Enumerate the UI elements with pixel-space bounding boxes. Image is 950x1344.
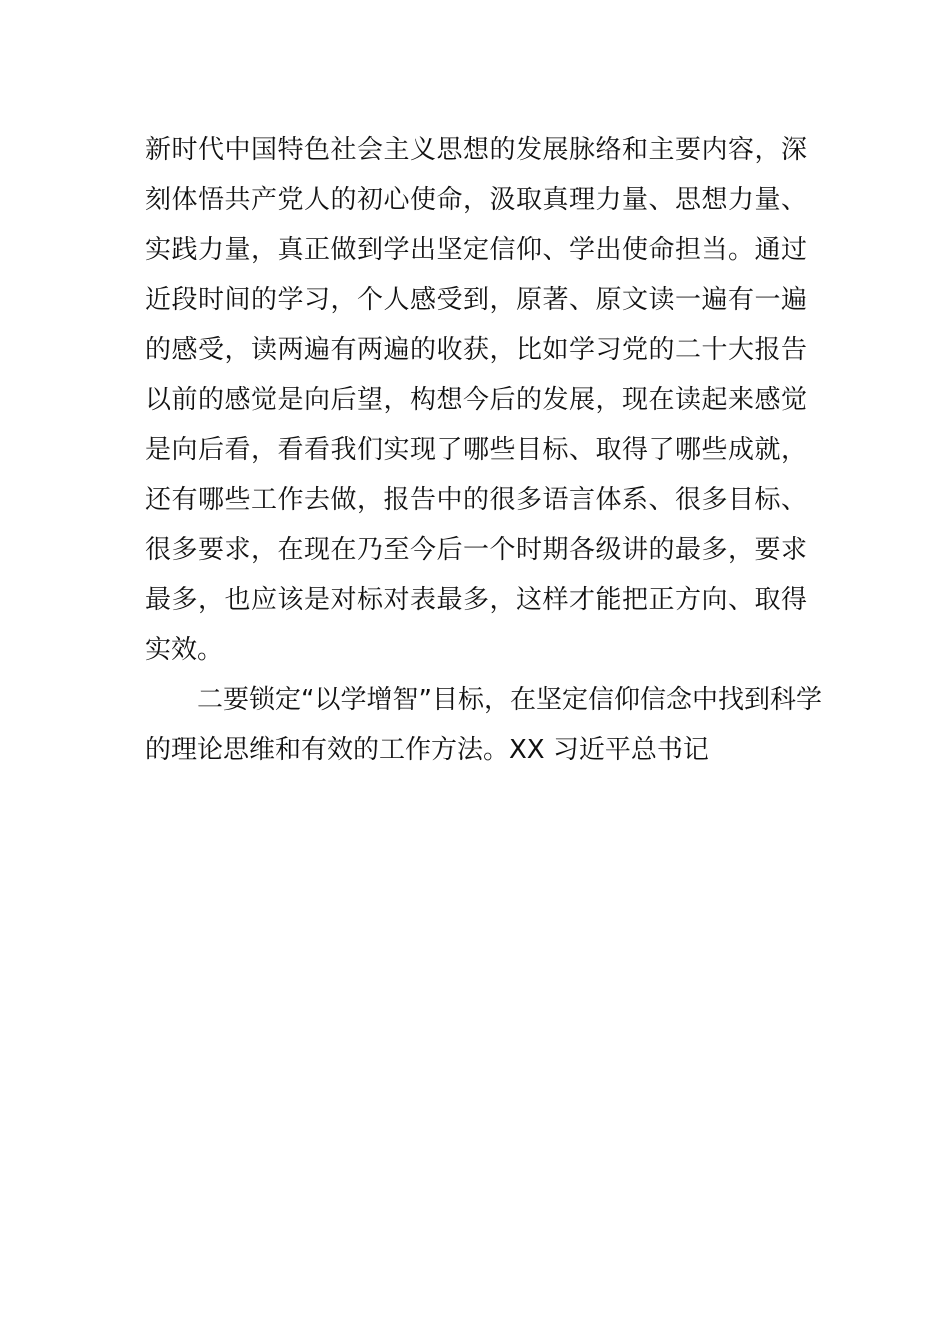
text-line: 近段时间的学习，个人感受到，原著、原文读一遍有一遍 (145, 285, 807, 315)
text-line: 还有哪些工作去做，报告中的很多语言体系、很多目标、 (145, 485, 807, 515)
text-line: 刻体悟共产党人的初心使命，汲取真理力量、思想力量、 (145, 185, 807, 215)
text-line: 最多，也应该是对标对表最多，这样才能把正方向、取得 (145, 585, 807, 615)
paragraph-1 (145, 125, 807, 675)
text-line: 新时代中国特色社会主义思想的发展脉络和主要内容，深 (145, 135, 807, 165)
text-line: 实效。 (145, 635, 224, 665)
text-line: 以前的感觉是向后望，构想今后的发展，现在读起来感觉 (145, 385, 807, 415)
text-line: 是向后看，看看我们实现了哪些目标、取得了哪些成就， (145, 435, 807, 465)
document-body (145, 125, 822, 775)
text-line: 的理论思维和有效的工作方法。XX 习近平总书记 (145, 735, 709, 765)
text-line: 实践力量，真正做到学出坚定信仰、学出使命担当。通过 (145, 235, 807, 265)
text-line: 二要锁定“以学增智”目标，在坚定信仰信念中找到科学 (197, 685, 822, 715)
text-line: 的感受，读两遍有两遍的收获，比如学习党的二十大报告 (145, 335, 807, 365)
paragraph-2 (145, 675, 822, 775)
text-line: 很多要求，在现在乃至今后一个时期各级讲的最多，要求 (145, 535, 807, 565)
